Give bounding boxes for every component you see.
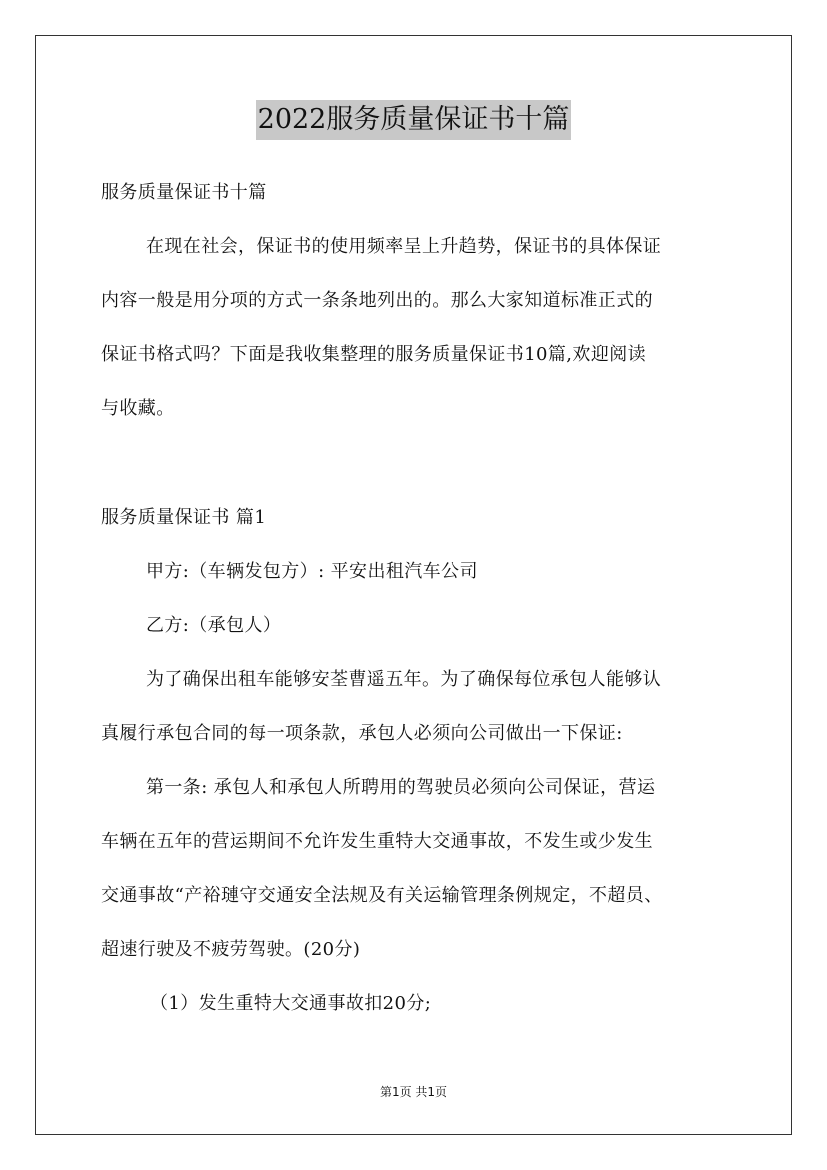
- intro-line-4: 与收藏。: [101, 398, 175, 419]
- item-one: （1）发生重特大交通事故扣20分;: [150, 993, 432, 1014]
- intro-line-3: 保证书格式吗？下面是我收集整理的服务质量保证书10篇,欢迎阅读: [101, 344, 647, 365]
- section-heading: 服务质量保证书 篇1: [101, 507, 267, 528]
- title-container: [0, 100, 827, 140]
- article-one-line-2: 车辆在五年的营运期间不允许发生重特大交通事故，不发生或少发生: [101, 831, 653, 852]
- purpose-line-1: 为了确保出租车能够安荃曹遥五年。为了确保每位承包人能够认: [146, 669, 662, 690]
- article-one-line-1: 第一条: 承包人和承包人所聘用的驾驶员必须向公司保证，营运: [146, 777, 656, 798]
- party-b: 乙方:（承包人）: [146, 615, 282, 636]
- document-title: 2022服务质量保证书十篇: [256, 100, 572, 140]
- intro-line-2: 内容一般是用分项的方式一条条地列出的。那么大家知道标准正式的: [101, 290, 653, 311]
- article-one-line-3: 交通事故“产裕璉守交通安全法规及有关运输管理条例规定，不超员、: [101, 885, 663, 906]
- page-footer: 第1页 共1页: [379, 1085, 448, 1099]
- subtitle: 服务质量保证书十篇: [101, 182, 267, 203]
- intro-line-1: 在现在社会，保证书的使用频率呈上升趋势，保证书的具体保证: [146, 236, 662, 257]
- party-a: 甲方:（车辆发包方）: 平安出租汽车公司: [146, 561, 478, 582]
- purpose-line-2: 真履行承包合同的每一项条款，承包人必须向公司做出一下保证:: [101, 723, 623, 744]
- article-one-line-4: 超速行驶及不疲劳驾驶。(20分): [101, 939, 361, 960]
